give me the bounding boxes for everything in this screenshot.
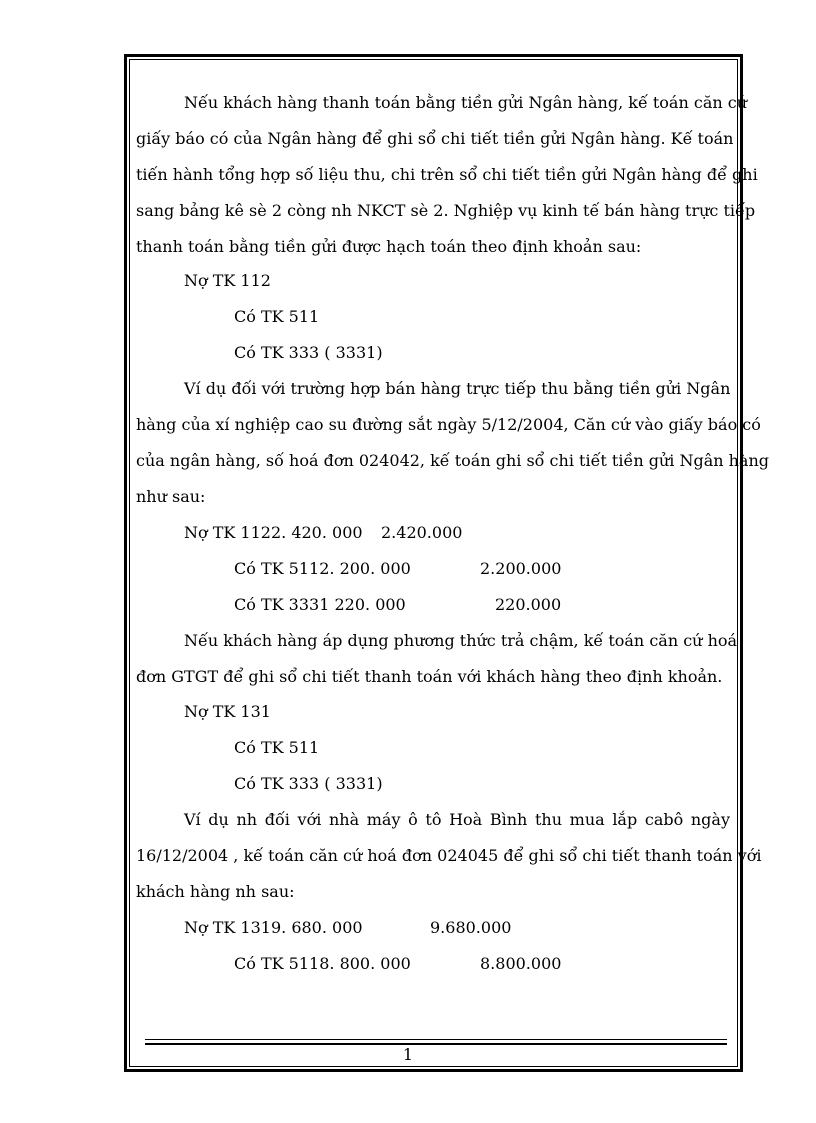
- debit-entry: Nợ TK 131: [184, 702, 271, 721]
- paragraph-line: Ví dụ đối với trường hợp bán hàng trực tiếp thu bằng tiền gửi Ngân: [184, 379, 731, 398]
- example-credit-row: [234, 954, 562, 974]
- paragraph-line: của ngân hàng, số hoá đơn 024042, kế toán ghi sổ chi tiết tiền gửi Ngân hàng: [136, 451, 770, 470]
- account-label: Có TK 3331 220. 000: [234, 595, 406, 614]
- paragraph-line: Ví dụ nh đối với nhà máy ô tô Hoà Bình thu mua lắp cabô ngày: [184, 810, 730, 829]
- paragraph-line: Nếu khách hàng áp dụng phương thức trả chậm, kế toán căn cứ hoá: [184, 631, 738, 650]
- paragraph-line: hàng của xí nghiệp cao su đường sắt ngày 5/12/2004, Căn cứ vào giấy báo có: [136, 415, 761, 434]
- credit-entry: Có TK 333 ( 3331): [234, 343, 383, 362]
- account-label: Nợ TK 1122. 420. 000: [184, 523, 363, 542]
- footer-rule: [145, 1039, 727, 1040]
- amount: 2.200.000: [480, 559, 562, 578]
- account-label: Có TK 5118. 800. 000: [234, 954, 411, 973]
- amount: 9.680.000: [430, 918, 512, 937]
- credit-entry: Có TK 333 ( 3331): [234, 774, 383, 793]
- account-label: Nợ TK 1319. 680. 000: [184, 918, 363, 937]
- credit-entry: Có TK 511: [234, 738, 320, 757]
- example-credit-row: [234, 559, 562, 579]
- amount: 2.420.000: [381, 523, 463, 542]
- example-debit-row: [184, 523, 463, 543]
- paragraph-line: như sau:: [136, 487, 206, 506]
- paragraph-line: 16/12/2004 , kế toán căn cứ hoá đơn 024045 để ghi sổ chi tiết thanh toán với: [136, 846, 762, 865]
- paragraph-line: Nếu khách hàng thanh toán bằng tiền gửi Ngân hàng, kế toán căn cứ: [184, 93, 748, 112]
- example-debit-row: [184, 918, 512, 938]
- paragraph-line: giấy báo có của Ngân hàng để ghi sổ chi tiết tiền gửi Ngân hàng. Kế toán: [136, 129, 734, 148]
- example-credit-row: [234, 595, 562, 615]
- page-number: 1: [402, 1045, 414, 1064]
- account-label: Có TK 5112. 200. 000: [234, 559, 411, 578]
- credit-entry: Có TK 511: [234, 307, 320, 326]
- paragraph-line: sang bảng kê sè 2 còng nh NKCT sè 2. Nghiệp vụ kinh tế bán hàng trực tiếp: [136, 201, 756, 220]
- amount: 8.800.000: [480, 954, 562, 973]
- paragraph-line: khách hàng nh sau:: [136, 882, 295, 901]
- debit-entry: Nợ TK 112: [184, 271, 271, 290]
- paragraph-line: thanh toán bằng tiền gửi được hạch toán theo định khoản sau:: [136, 237, 642, 256]
- paragraph-line: đơn GTGT để ghi sổ chi tiết thanh toán với khách hàng theo định khoản.: [136, 667, 723, 686]
- paragraph-line: tiến hành tổng hợp số liệu thu, chi trên sổ chi tiết tiền gửi Ngân hàng để ghi: [136, 165, 758, 184]
- amount: 220.000: [495, 595, 562, 614]
